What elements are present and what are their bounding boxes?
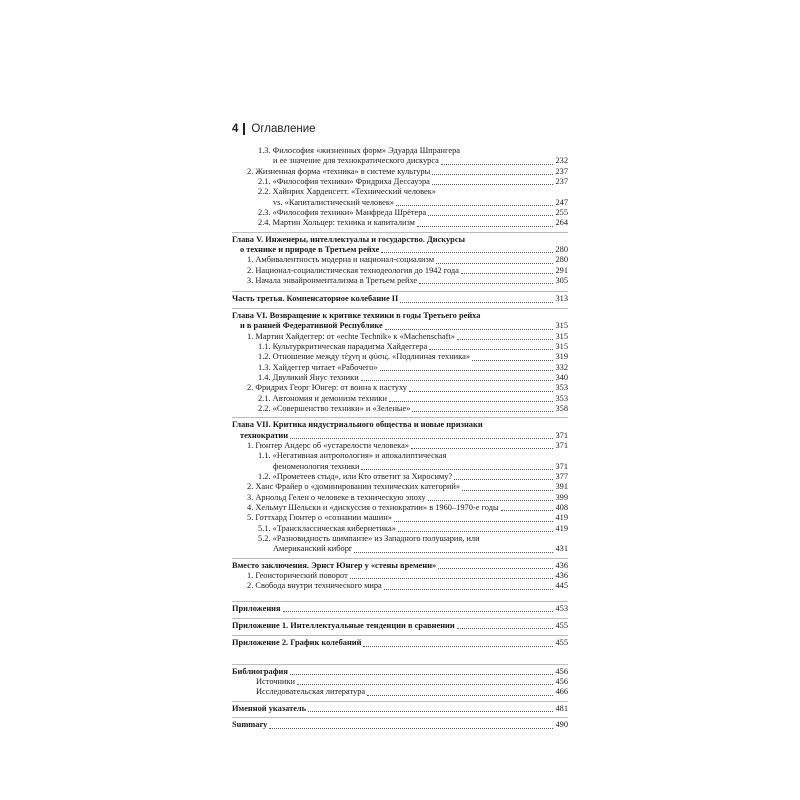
dot-leader bbox=[394, 520, 554, 522]
dot-leader bbox=[367, 694, 553, 696]
toc-page-number: 315 bbox=[555, 331, 568, 341]
dot-leader bbox=[441, 163, 554, 165]
dot-leader bbox=[385, 328, 554, 330]
toc-entry[interactable] bbox=[232, 266, 568, 276]
toc-summary[interactable] bbox=[232, 717, 568, 730]
toc-entry[interactable] bbox=[232, 503, 568, 513]
toc-entry-text: 2.2. Хайнрих Харденсетт. «Технический человек» bbox=[258, 187, 436, 197]
toc-page-number: 315 bbox=[555, 321, 568, 331]
toc-entry[interactable] bbox=[232, 177, 568, 187]
toc-entry[interactable] bbox=[232, 482, 568, 492]
dot-leader bbox=[290, 437, 553, 439]
dot-leader bbox=[389, 400, 553, 402]
toc-page-number: 371 bbox=[555, 461, 568, 471]
toc-page-number: 455 bbox=[555, 621, 568, 631]
toc-entry-text: 5.1. «Трансклассическая кибернетика» bbox=[258, 523, 396, 533]
dot-leader bbox=[361, 468, 553, 470]
dot-leader bbox=[428, 214, 553, 216]
toc-page-number: 419 bbox=[555, 523, 568, 533]
toc-entry-text: 5.2. «Разновидность шимпанзе» из Западного полушария, или bbox=[258, 534, 480, 544]
toc-entry[interactable] bbox=[232, 441, 568, 451]
toc-entry-text: Американский киборг bbox=[273, 544, 353, 554]
toc-page-number: 466 bbox=[555, 687, 568, 697]
dot-leader bbox=[429, 348, 553, 350]
toc-entry-text: 1.3. Философия «жизненных форм» Эдуарда Шпрангера bbox=[258, 146, 460, 155]
toc-chapter[interactable] bbox=[232, 245, 568, 255]
dot-leader bbox=[398, 530, 554, 532]
toc-entry-text: 1.1. Культуркритическая парадигма Хайдеггера bbox=[258, 341, 428, 351]
toc-entry-text: 2. Ханс Фрайер о «доминировании технических категорий» bbox=[247, 482, 461, 492]
toc-entry[interactable] bbox=[232, 255, 568, 265]
running-header bbox=[232, 123, 316, 135]
toc-page-number: 436 bbox=[555, 560, 568, 570]
toc-page-number: 237 bbox=[555, 177, 568, 187]
toc-entry-text: 2. Фридрих Георг Юнгер: от воина к пастуху bbox=[247, 383, 407, 393]
dot-leader bbox=[381, 251, 553, 253]
toc-entry-text: 2.1. «Философия техники» Фридриха Дессауэра bbox=[258, 177, 430, 187]
toc-entry-text: 2. Свобода внутри технического мира bbox=[247, 581, 382, 591]
toc-chapter-heading bbox=[232, 308, 568, 321]
page-number: 4 bbox=[232, 123, 239, 135]
toc-page-number: 371 bbox=[555, 430, 568, 440]
toc-name-index[interactable] bbox=[232, 701, 568, 714]
dot-leader bbox=[454, 478, 553, 480]
dot-leader bbox=[428, 499, 554, 501]
toc-entry-text: технократии bbox=[240, 430, 289, 440]
dot-leader bbox=[432, 173, 553, 175]
toc-page-number: 431 bbox=[555, 544, 568, 554]
toc-entry[interactable] bbox=[232, 208, 568, 218]
toc-entry-text: 1. Геоисторический поворот bbox=[247, 571, 348, 581]
dot-leader bbox=[462, 489, 553, 491]
toc-page-number: 313 bbox=[555, 294, 568, 304]
toc-entry[interactable] bbox=[232, 373, 568, 383]
dot-leader bbox=[457, 627, 554, 629]
dot-leader bbox=[419, 282, 553, 284]
toc-entry-text: 2.2. «Совершенство техники» и «Зеленые» bbox=[258, 403, 411, 413]
toc-appendices[interactable] bbox=[232, 601, 568, 614]
toc-bibliography[interactable] bbox=[232, 664, 568, 677]
toc-entry[interactable] bbox=[232, 472, 568, 482]
dot-leader bbox=[457, 338, 554, 340]
header-title: Оглавление bbox=[251, 123, 316, 135]
toc-page-number: 456 bbox=[555, 677, 568, 687]
toc-entry-text: 2. Жизненная форма «техника» в системе культуры bbox=[247, 166, 431, 176]
toc-page-number: 319 bbox=[555, 352, 568, 362]
toc-entry-text: Summary bbox=[232, 720, 268, 730]
toc-entry-text: 2.3. «Философия техники» Манфреда Шрётера bbox=[258, 208, 427, 218]
toc-page-number: 419 bbox=[555, 513, 568, 523]
toc-entry-text: Глава V. Инженеры, интеллектуалы и государство. Дискурсы bbox=[232, 234, 466, 244]
toc-entry-text: феноменология техники bbox=[273, 461, 360, 471]
toc-page-number: 490 bbox=[555, 720, 568, 730]
toc-entry-text: 2. Национал-социалистическая технодеология до 1942 года bbox=[247, 265, 459, 275]
toc-entry-text: 1. Амбивалентность модерна и национал-социализм bbox=[247, 255, 434, 265]
toc-entry-text: Глава VII. Критика индустриального общества и новые признаки bbox=[232, 420, 483, 430]
toc-entry-text: 1.4. Двуликий Янус техники bbox=[258, 372, 359, 382]
toc-entry-text: Глава VI. Возвращение к критике техники в годы Третьего рейха bbox=[232, 310, 481, 320]
toc-chapter[interactable] bbox=[232, 431, 568, 441]
toc-entry-text: 3. Начала энвайронментализма в Третьем рейхе bbox=[247, 276, 418, 286]
toc-page-number: 315 bbox=[555, 341, 568, 351]
toc-page-number: 408 bbox=[555, 503, 568, 512]
toc-entry-text: Приложения bbox=[232, 603, 281, 613]
toc-entry-text: Часть третья. Компенсаторное колебание II bbox=[232, 294, 399, 304]
dot-leader bbox=[461, 272, 554, 274]
toc-page-number: 377 bbox=[555, 471, 568, 481]
toc-page-number: 291 bbox=[555, 265, 568, 275]
toc-entry[interactable] bbox=[232, 332, 568, 342]
toc-page-number: 247 bbox=[555, 197, 568, 207]
dot-leader bbox=[380, 369, 554, 371]
dot-leader bbox=[361, 379, 554, 381]
toc-chapter[interactable] bbox=[232, 321, 568, 331]
toc-entry[interactable] bbox=[232, 156, 568, 166]
toc-page-number: 264 bbox=[555, 218, 568, 228]
toc-page-number: 371 bbox=[555, 440, 568, 450]
toc-entry-text: 1.2. «Прометеев стыд», или Кто ответит за Хиросиму? bbox=[258, 471, 453, 481]
toc-page-number: 453 bbox=[555, 603, 568, 613]
toc-entry-text: 5. Готтхард Гюнтер о «сознании машин» bbox=[247, 513, 392, 523]
toc-entry-text: о технике и природе в Третьем рейхе bbox=[240, 245, 380, 255]
toc-page-number: 358 bbox=[555, 403, 568, 413]
dot-leader bbox=[438, 567, 553, 569]
toc-entry-text: 2.4. Мартин Хольцер: техника и капитализм bbox=[258, 218, 415, 228]
toc-entry[interactable] bbox=[232, 218, 568, 228]
toc-entry-continuation bbox=[232, 187, 568, 197]
dot-leader bbox=[283, 610, 554, 612]
dot-leader bbox=[417, 225, 553, 227]
toc-page-number: 436 bbox=[555, 571, 568, 581]
toc-appendix-2[interactable] bbox=[232, 635, 568, 648]
toc-entry-text: 3. Арнольд Гелен о человеке в техническую эпоху bbox=[247, 492, 426, 502]
toc-page-number: 456 bbox=[555, 666, 568, 676]
toc-entry-text: 1. Гюнтер Андерс об «устарелости человека» bbox=[247, 440, 410, 450]
toc-entry-continuation bbox=[232, 451, 568, 461]
toc-entry-text: 4. Хельмут Шельски и «дискуссия о технократии» в 1960–1970-е годы bbox=[247, 503, 499, 512]
toc-chapter-heading bbox=[232, 417, 568, 430]
toc-chapter-heading bbox=[232, 232, 568, 245]
toc-page-number: 353 bbox=[555, 383, 568, 393]
toc-entry[interactable] bbox=[232, 363, 568, 373]
toc-entry-text: 1.3. Хайдеггер читает «Рабочего» bbox=[258, 362, 378, 372]
toc-entry-text: 2.1. Автономия и демонизм техники bbox=[258, 393, 387, 403]
toc-entry[interactable] bbox=[232, 544, 568, 554]
dot-leader bbox=[412, 410, 553, 412]
dot-leader bbox=[396, 204, 553, 206]
toc-entry-text: 1. Мартин Хайдеггер: от «echte Technik» к «Machenschaft» bbox=[247, 331, 455, 341]
toc-entry[interactable] bbox=[232, 198, 568, 208]
dot-leader bbox=[411, 447, 553, 449]
dot-leader bbox=[472, 359, 553, 361]
toc-page-number: 399 bbox=[555, 492, 568, 502]
dot-leader bbox=[400, 301, 553, 303]
dot-leader bbox=[363, 645, 553, 647]
toc-entry-text: 1.1. «Негативная антропология» и апокалиптическая bbox=[258, 451, 447, 461]
toc-page-number: 353 bbox=[555, 393, 568, 403]
toc-page-number: 232 bbox=[555, 156, 568, 166]
toc-entry-text: Библиография bbox=[232, 666, 288, 676]
toc-entry-text: Приложение 2. График колебаний bbox=[232, 638, 362, 648]
toc-entry[interactable] bbox=[232, 342, 568, 352]
toc-entry-text: и ее значение для технократического дискурса bbox=[273, 156, 439, 166]
toc-page-number: 332 bbox=[555, 362, 568, 372]
dot-leader bbox=[409, 390, 553, 392]
toc-entry[interactable] bbox=[232, 462, 568, 472]
dot-leader bbox=[297, 683, 553, 685]
toc-entry-text: vs. «Капиталистический человек» bbox=[273, 197, 395, 207]
toc-entry-text: Источники bbox=[256, 677, 296, 687]
toc-page-number: 305 bbox=[555, 276, 568, 286]
toc-entry-text: Вместо заключения. Эрнст Юнгер у «стены времени» bbox=[232, 560, 437, 570]
dot-leader bbox=[354, 551, 553, 553]
dot-leader bbox=[308, 710, 553, 712]
toc-entry-text: Именной указатель bbox=[232, 703, 307, 713]
toc-entry-text: Исследовательская литература bbox=[256, 687, 366, 697]
toc-entry[interactable] bbox=[232, 394, 568, 404]
toc-page-number: 481 bbox=[555, 703, 568, 713]
toc-entry[interactable] bbox=[232, 677, 568, 687]
toc-entry-continuation bbox=[232, 146, 568, 156]
toc-entry[interactable] bbox=[232, 687, 568, 697]
toc-page-number: 455 bbox=[555, 638, 568, 648]
toc-page-number: 280 bbox=[555, 245, 568, 255]
dot-leader bbox=[350, 577, 554, 579]
dot-leader bbox=[501, 509, 554, 511]
toc-entry-text: Приложение 1. Интеллектуальные тенденции в сравнении bbox=[232, 621, 455, 631]
toc-page-number: 391 bbox=[555, 482, 568, 492]
toc-appendix-1[interactable] bbox=[232, 618, 568, 631]
toc-entry[interactable] bbox=[232, 404, 568, 414]
dot-leader bbox=[269, 727, 553, 729]
header-divider bbox=[243, 123, 245, 135]
toc-entry-continuation bbox=[232, 534, 568, 544]
dot-leader bbox=[384, 588, 554, 590]
dot-leader bbox=[290, 673, 554, 675]
toc-entry[interactable] bbox=[232, 276, 568, 286]
toc-page-number: 445 bbox=[555, 581, 568, 591]
toc-entry[interactable] bbox=[232, 581, 568, 591]
toc-entry[interactable] bbox=[232, 493, 568, 503]
toc-page-number: 255 bbox=[555, 208, 568, 218]
table-of-contents bbox=[232, 146, 568, 731]
toc-entry[interactable] bbox=[232, 352, 568, 362]
toc-entry[interactable] bbox=[232, 524, 568, 534]
toc-entry-text: и в ранней Федеративной Республике bbox=[240, 321, 383, 331]
toc-chapter[interactable] bbox=[232, 558, 568, 571]
toc-page-number: 280 bbox=[555, 255, 568, 265]
dot-leader bbox=[436, 262, 553, 264]
toc-entry-text: 1.2. Отношение между τέχνη и φύσις. «Подлинная техника» bbox=[258, 352, 471, 362]
toc-entry[interactable] bbox=[232, 513, 568, 523]
toc-part[interactable] bbox=[232, 291, 568, 304]
toc-entry[interactable] bbox=[232, 383, 568, 393]
toc-page-number: 237 bbox=[555, 166, 568, 176]
toc-entry[interactable] bbox=[232, 167, 568, 177]
toc-entry[interactable] bbox=[232, 571, 568, 581]
toc-page-number: 340 bbox=[555, 372, 568, 382]
dot-leader bbox=[432, 183, 554, 185]
